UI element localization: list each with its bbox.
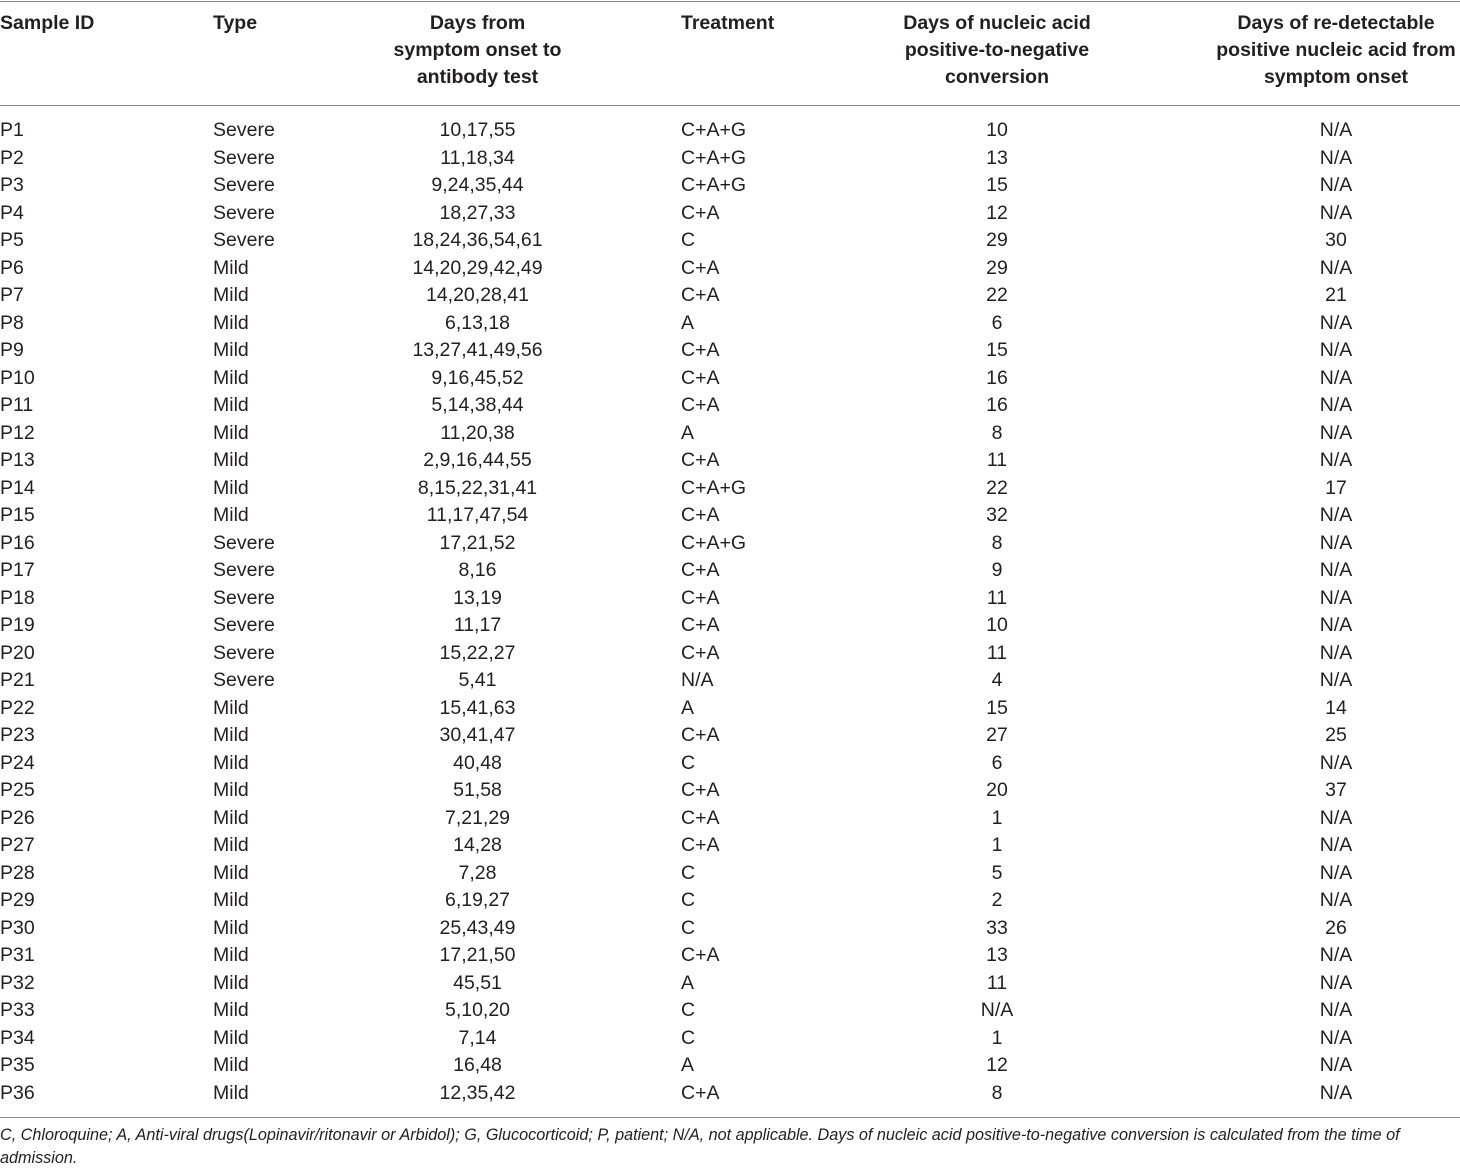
cell-type: Mild [213,449,249,471]
cell-sample-id: P11 [0,394,34,416]
cell-sample-id: P10 [0,366,35,389]
cell-days-conversion: 8 [991,421,1003,444]
cell-days-redetectable: 26 [1325,916,1347,939]
cell-sample-id: P31 [0,944,35,966]
cell-sample-id: P6 [0,256,24,279]
table-row [0,887,1460,915]
cell-days-redetectable: N/A [1319,449,1353,471]
cell-type: Mild [213,751,249,774]
cell-days-to-antibody-test: 9,24,35,44 [431,174,524,196]
cell-type: Mild [213,916,249,939]
cell-days-redetectable: 30 [1325,229,1347,251]
cell-days-to-antibody-test: 17,21,52 [439,531,516,554]
cell-type: Severe [213,641,275,664]
cell-days-conversion: 33 [986,916,1008,939]
cell-days-conversion: 6 [991,751,1003,774]
cell-days-redetectable: N/A [1319,751,1353,774]
cell-days-to-antibody-test: 7,28 [458,861,497,884]
cell-days-redetectable: 25 [1325,724,1347,746]
cell-treatment: C+A [681,614,720,636]
cell-sample-id: P8 [0,311,24,334]
cell-days-to-antibody-test: 8,16 [458,559,497,581]
cell-days-redetectable: N/A [1319,861,1353,884]
cell-treatment: C+A [681,806,720,829]
cell-sample-id: P30 [0,916,35,939]
cell-treatment: C+A [681,256,720,279]
table-row [0,750,1460,778]
table-row [0,502,1460,530]
table-row [0,145,1460,173]
cell-type: Severe [213,669,275,691]
cell-treatment: C+A [681,1081,720,1104]
header-sample-id: Sample ID [0,12,95,34]
cell-type: Mild [213,861,249,884]
cell-days-redetectable: N/A [1319,586,1353,609]
cell-treatment: C [681,751,696,774]
header-days-conversion: Days of nucleic acid positive-to-negative conversion [903,12,1091,88]
table-row [0,365,1460,393]
cell-days-redetectable: N/A [1319,669,1353,691]
cell-treatment: C+A [681,641,720,664]
cell-days-conversion: N/A [980,999,1014,1021]
cell-days-to-antibody-test: 11,17,47,54 [426,504,529,526]
table-row [0,1052,1460,1080]
cell-sample-id: P5 [0,229,24,251]
cell-days-redetectable: 21 [1325,284,1347,306]
cell-days-conversion: 11 [986,971,1008,994]
table-row [0,227,1460,255]
cell-type: Severe [213,531,275,554]
table-row [0,200,1460,228]
cell-days-to-antibody-test: 51,58 [453,779,502,801]
cell-type: Severe [213,174,275,196]
cell-treatment: C+A [681,724,720,746]
cell-days-to-antibody-test: 11,18,34 [440,146,515,169]
cell-sample-id: P3 [0,174,24,196]
cell-days-redetectable: N/A [1319,146,1353,169]
cell-type: Mild [213,724,249,746]
cell-treatment: A [681,971,695,994]
table-header-rule [0,105,1460,106]
cell-treatment: C+A+G [681,531,747,554]
cell-days-conversion: 15 [986,696,1008,719]
cell-sample-id: P7 [0,284,24,306]
cell-days-redetectable: N/A [1319,1081,1353,1104]
cell-days-conversion: 22 [986,284,1008,306]
cell-days-redetectable: 14 [1325,696,1347,719]
cell-sample-id: P18 [0,586,35,609]
cell-days-redetectable: N/A [1319,421,1353,444]
cell-type: Mild [213,1054,249,1076]
cell-days-to-antibody-test: 15,41,63 [439,696,516,719]
cell-treatment: C+A+G [681,174,747,196]
table-row [0,942,1460,970]
cell-days-conversion: 12 [986,1054,1008,1076]
cell-treatment: C+A [681,284,720,306]
table-row [0,777,1460,805]
cell-days-to-antibody-test: 17,21,50 [439,944,516,966]
cell-sample-id: P28 [0,861,35,884]
cell-treatment: C+A+G [681,476,747,499]
cell-type: Mild [213,779,249,801]
cell-treatment: C [681,916,696,939]
cell-type: Mild [213,421,249,444]
cell-days-to-antibody-test: 25,43,49 [439,916,516,939]
cell-type: Severe [213,201,275,224]
cell-days-conversion: 15 [986,174,1008,196]
cell-days-to-antibody-test: 11,17 [453,614,502,636]
cell-days-redetectable: N/A [1319,971,1353,994]
cell-days-redetectable: N/A [1319,559,1353,581]
cell-sample-id: P1 [0,119,24,141]
cell-days-to-antibody-test: 18,27,33 [439,201,516,224]
cell-days-redetectable: 37 [1325,779,1347,801]
cell-days-redetectable: N/A [1319,311,1353,334]
table-row [0,392,1460,420]
cell-days-to-antibody-test: 18,24,36,54,61 [412,229,543,251]
cell-type: Mild [213,806,249,829]
cell-type: Mild [213,889,249,911]
cell-sample-id: P29 [0,889,35,911]
cell-days-conversion: 22 [986,476,1008,499]
table-body [0,117,1460,1107]
table-row [0,915,1460,943]
table-row [0,1080,1460,1108]
cell-days-redetectable: N/A [1319,366,1353,389]
cell-days-redetectable: N/A [1319,256,1353,279]
cell-days-conversion: 13 [986,146,1008,169]
table-footnote: C, Chloroquine; A, Anti-viral drugs(Lopinavir/ritonavir or Arbidol); G, Glucocorticoid; P, patient; N/A, not applicable. Days of nucleic acid positive-to-negative conversion is calculated from the time of admission. [0,1126,1400,1167]
cell-days-redetectable: N/A [1319,999,1353,1021]
cell-days-to-antibody-test: 14,28 [453,834,502,856]
cell-days-conversion: 11 [986,586,1008,609]
cell-days-redetectable: N/A [1319,614,1353,636]
cell-days-to-antibody-test: 5,10,20 [444,999,511,1021]
cell-sample-id: P13 [0,449,35,471]
table-row [0,447,1460,475]
cell-days-conversion: 29 [986,256,1008,279]
cell-days-conversion: 11 [986,449,1008,471]
cell-days-redetectable: N/A [1319,119,1353,141]
cell-treatment: C+A [681,339,720,361]
cell-days-conversion: 5 [991,861,1003,884]
cell-sample-id: P25 [0,779,35,801]
cell-type: Mild [213,256,249,279]
cell-treatment: C [681,861,696,884]
cell-treatment: C+A [681,586,720,609]
cell-treatment: C+A [681,779,720,801]
cell-sample-id: P15 [0,504,35,526]
cell-treatment: C+A [681,394,720,416]
cell-days-to-antibody-test: 13,19 [453,586,502,609]
table-row [0,117,1460,145]
cell-type: Severe [213,586,275,609]
cell-sample-id: P16 [0,531,35,554]
cell-treatment: C [681,1026,696,1049]
cell-type: Mild [213,999,249,1021]
table-row [0,557,1460,585]
cell-type: Mild [213,394,249,416]
table-row [0,420,1460,448]
cell-sample-id: P22 [0,696,35,719]
cell-sample-id: P19 [0,614,35,636]
cell-days-conversion: 9 [991,559,1003,581]
cell-sample-id: P17 [0,559,35,581]
cell-type: Mild [213,476,249,499]
cell-days-redetectable: N/A [1319,394,1353,416]
cell-days-conversion: 6 [991,311,1003,334]
cell-treatment: C+A [681,834,720,856]
cell-days-conversion: 1 [991,806,1003,829]
table-row [0,282,1460,310]
cell-type: Mild [213,504,249,526]
cell-days-conversion: 8 [991,531,1003,554]
table-row [0,860,1460,888]
table-row [0,255,1460,283]
cell-treatment: C [681,999,696,1021]
cell-sample-id: P4 [0,201,24,224]
table-bottom-rule [0,1117,1460,1118]
table-row [0,695,1460,723]
cell-treatment: C+A [681,201,720,224]
table-row [0,997,1460,1025]
table-row [0,1025,1460,1053]
header-treatment: Treatment [681,12,775,34]
cell-days-redetectable: N/A [1319,641,1353,664]
cell-treatment: C+A [681,559,720,581]
table-row [0,722,1460,750]
cell-type: Severe [213,119,275,141]
cell-type: Mild [213,944,249,966]
cell-days-to-antibody-test: 5,41 [458,669,497,691]
table-row [0,172,1460,200]
cell-type: Severe [213,146,275,169]
cell-type: Mild [213,366,249,389]
cell-days-redetectable: N/A [1319,1054,1353,1076]
cell-days-conversion: 10 [986,119,1008,141]
cell-treatment: A [681,421,695,444]
cell-days-conversion: 12 [986,201,1008,224]
cell-days-to-antibody-test: 45,51 [453,971,502,994]
cell-sample-id: P35 [0,1054,35,1076]
cell-days-to-antibody-test: 30,41,47 [439,724,516,746]
cell-sample-id: P36 [0,1081,35,1104]
cell-days-conversion: 10 [986,614,1008,636]
cell-days-to-antibody-test: 11,20,38 [440,421,515,444]
cell-treatment: C+A [681,944,720,966]
table-header [0,10,1460,100]
cell-treatment: C+A+G [681,146,747,169]
cell-sample-id: P20 [0,641,35,664]
table-row [0,530,1460,558]
cell-treatment: C+A [681,449,720,471]
cell-days-conversion: 16 [986,394,1008,416]
cell-treatment: C [681,229,696,251]
cell-days-redetectable: N/A [1319,1026,1353,1049]
cell-sample-id: P34 [0,1026,35,1049]
table-row [0,337,1460,365]
table-top-rule [0,1,1460,2]
cell-treatment: A [681,696,695,719]
cell-days-to-antibody-test: 6,13,18 [444,311,511,334]
table-row [0,667,1460,695]
cell-days-conversion: 1 [991,1026,1003,1049]
cell-days-to-antibody-test: 2,9,16,44,55 [423,449,532,471]
cell-days-conversion: 27 [986,724,1008,746]
cell-sample-id: P9 [0,339,24,361]
cell-days-conversion: 4 [991,669,1003,691]
cell-sample-id: P32 [0,971,35,994]
cell-days-redetectable: N/A [1319,806,1353,829]
cell-days-to-antibody-test: 40,48 [453,751,502,774]
cell-days-to-antibody-test: 10,17,55 [439,119,516,141]
cell-sample-id: P23 [0,724,35,746]
cell-type: Mild [213,339,249,361]
header-days-redetectable: Days of re-detectable positive nucleic acid from symptom onset [1216,12,1456,88]
cell-type: Mild [213,1026,249,1049]
cell-days-conversion: 15 [986,339,1008,361]
cell-sample-id: P12 [0,421,35,444]
cell-days-redetectable: N/A [1319,531,1353,554]
cell-days-conversion: 13 [986,944,1008,966]
cell-days-redetectable: N/A [1319,504,1353,526]
cell-days-to-antibody-test: 14,20,29,42,49 [412,256,543,279]
cell-days-to-antibody-test: 6,19,27 [444,889,511,911]
cell-sample-id: P14 [0,476,35,499]
cell-type: Severe [213,229,275,251]
cell-days-redetectable: N/A [1319,174,1353,196]
cell-days-to-antibody-test: 9,16,45,52 [431,366,524,389]
cell-days-redetectable: N/A [1319,834,1353,856]
cell-days-conversion: 20 [986,779,1008,801]
cell-days-to-antibody-test: 15,22,27 [439,641,516,664]
cell-days-conversion: 1 [991,834,1003,856]
cell-sample-id: P2 [0,146,24,169]
cell-treatment: A [681,1054,695,1076]
cell-type: Mild [213,971,249,994]
table-row [0,640,1460,668]
table-row [0,832,1460,860]
cell-days-conversion: 32 [986,504,1008,526]
table-row [0,612,1460,640]
cell-days-to-antibody-test: 16,48 [453,1054,502,1076]
table-row [0,310,1460,338]
cell-treatment: N/A [681,669,714,691]
cell-days-redetectable: N/A [1319,339,1353,361]
cell-days-redetectable: N/A [1319,889,1353,911]
cell-days-redetectable: N/A [1319,944,1353,966]
cell-sample-id: P21 [0,669,35,691]
table-row [0,805,1460,833]
cell-days-to-antibody-test: 5,14,38,44 [431,394,524,416]
cell-days-conversion: 29 [986,229,1008,251]
cell-type: Mild [213,284,249,306]
cell-sample-id: P33 [0,999,35,1021]
cell-days-to-antibody-test: 12,35,42 [439,1081,516,1104]
cell-treatment: C [681,889,696,911]
cell-sample-id: P27 [0,834,35,856]
table-row [0,585,1460,613]
cell-type: Severe [213,559,275,581]
cell-days-to-antibody-test: 13,27,41,49,56 [412,339,543,361]
table-row [0,475,1460,503]
cell-type: Severe [213,614,275,636]
cell-days-conversion: 11 [986,641,1008,664]
cell-days-redetectable: N/A [1319,201,1353,224]
cell-type: Mild [213,696,249,719]
cell-days-to-antibody-test: 8,15,22,31,41 [417,476,538,499]
cell-type: Mild [213,311,249,334]
cell-treatment: C+A+G [681,119,747,141]
cell-treatment: C+A [681,366,720,389]
cell-days-redetectable: 17 [1325,476,1347,499]
cell-sample-id: P24 [0,751,35,774]
cell-days-to-antibody-test: 7,14 [458,1026,497,1049]
header-type: Type [213,12,258,34]
cell-days-conversion: 16 [986,366,1008,389]
table-row [0,970,1460,998]
cell-sample-id: P26 [0,806,35,829]
cell-treatment: C+A [681,504,720,526]
cell-days-conversion: 2 [991,889,1003,911]
cell-type: Mild [213,834,249,856]
cell-days-conversion: 8 [991,1081,1003,1104]
cell-treatment: A [681,311,695,334]
header-days-to-antibody-test: Days from symptom onset to antibody test [393,12,562,88]
cell-type: Mild [213,1081,249,1104]
cell-days-to-antibody-test: 14,20,28,41 [425,284,529,306]
cell-days-to-antibody-test: 7,21,29 [444,806,511,829]
